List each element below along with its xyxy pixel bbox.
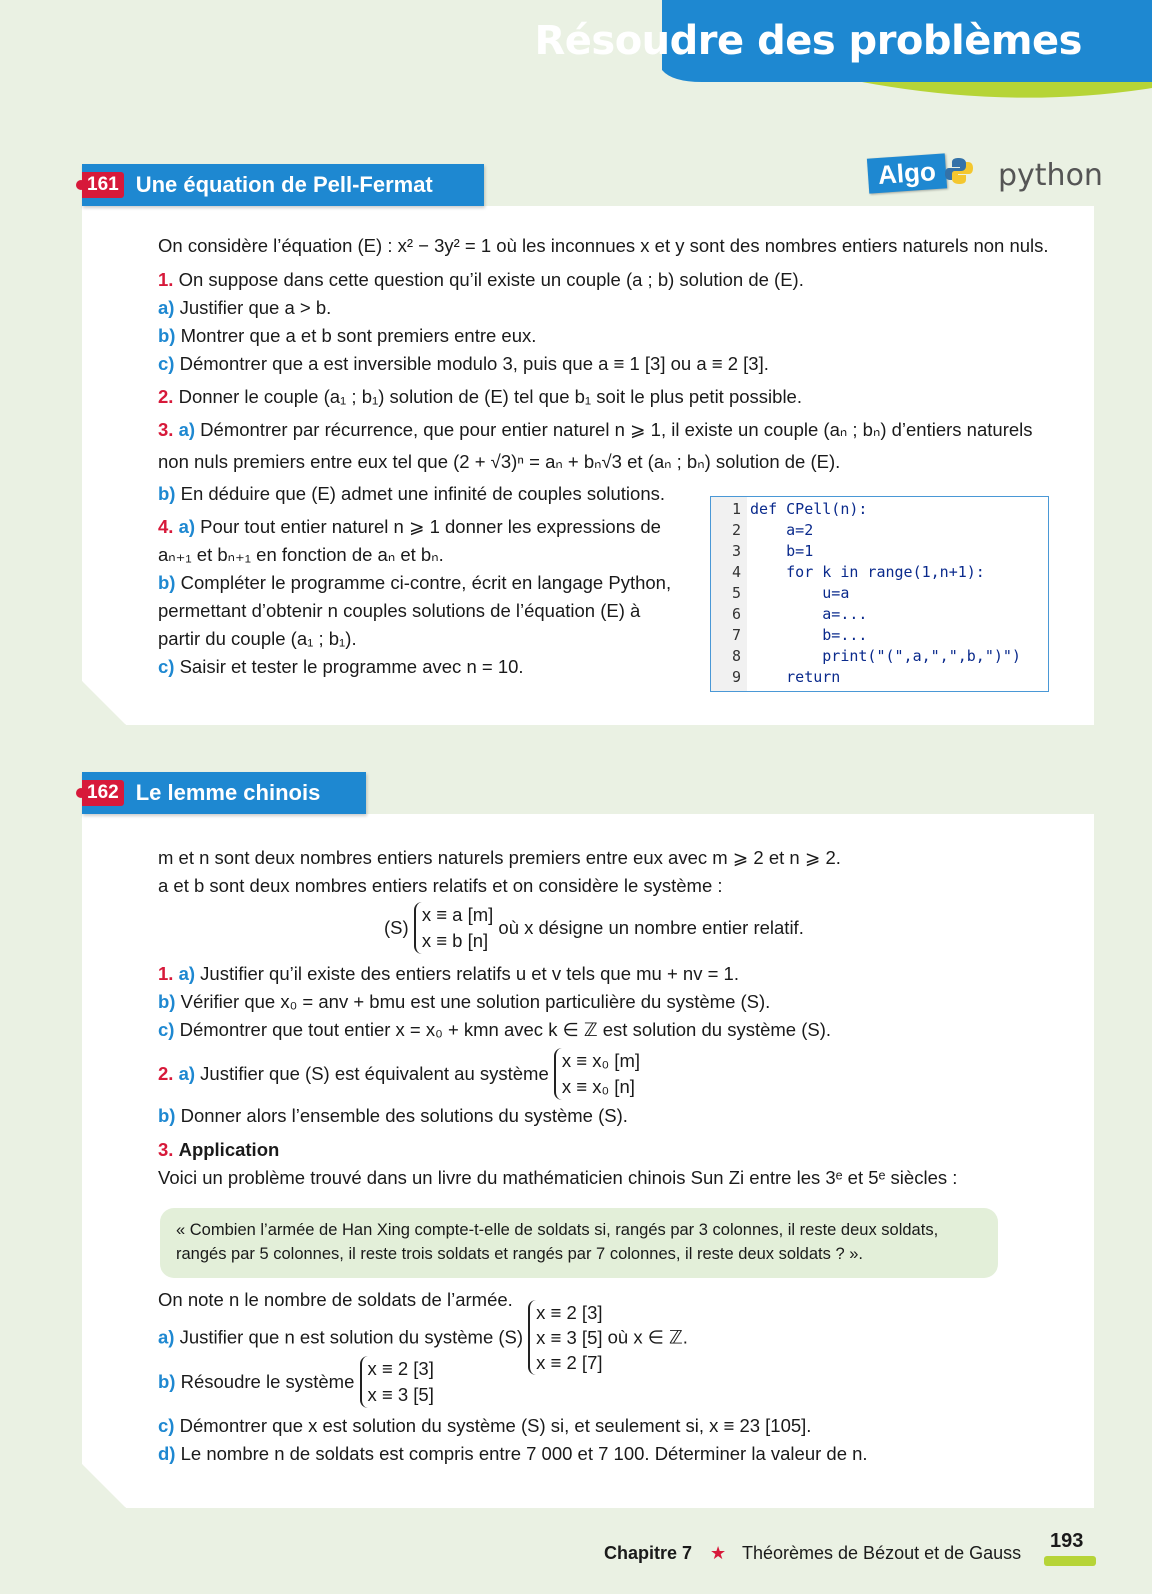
question-number: 4. (158, 516, 174, 537)
question-text: Donner le couple (a₁ ; b₁) solution de (E) tel que b₁ soit le plus petit possible. (178, 386, 802, 407)
subquestion-label: b) (158, 1371, 176, 1392)
question-text: Justifier que (S) est équivalent au système (200, 1063, 549, 1084)
question-1c (158, 1018, 831, 1042)
bullet-dot (76, 788, 86, 798)
question-4b-cont: permettant d’obtenir n couples solutions de l’équation (E) à (158, 600, 641, 621)
code-line: 4 for k in range(1,n+1): (731, 563, 985, 581)
code-line: 1 def CPell(n): (731, 500, 868, 518)
quote-line: « Combien l’armée de Han Xing compte-t-elle de soldats si, rangés par 3 colonnes, il reste deux soldats, (176, 1221, 939, 1239)
subquestion-label: a) (158, 1326, 175, 1348)
intro-text: On considère l’équation (E) : x² − 3y² = 1 où les inconnues x et y sont des nombres entiers naturels non nuls. (158, 235, 1049, 256)
question-text: Pour tout entier naturel n ⩾ 1 donner les expressions de (200, 516, 661, 537)
subquestion-label: d) (158, 1443, 176, 1464)
footer-theme: Théorèmes de Bézout et de Gauss (742, 1543, 1022, 1563)
question-text: Justifier qu’il existe des entiers relatifs u et v tels que mu + nv = 1. (200, 963, 739, 984)
question-3d (158, 1442, 868, 1466)
system-brace: x ≡ a [m] x ≡ b [n] (414, 902, 493, 954)
system-brace: x ≡ 2 [3] x ≡ 3 [5] x ≡ 2 [7] (528, 1300, 602, 1375)
question-number: 3. (158, 419, 174, 440)
footer-chapter: Chapitre 7 (604, 1543, 693, 1563)
question-3b (158, 1356, 434, 1408)
statement-line-1: m et n sont deux nombres entiers naturels premiers entre eux avec m ⩾ 2 et n ⩾ 2. (158, 847, 841, 868)
bullet-dot (76, 180, 86, 190)
page-section-title: Résoudre des problèmes (534, 18, 1082, 64)
subquestion-label: c) (158, 353, 175, 374)
star-icon: ★ (710, 1543, 727, 1563)
subquestion-label: a) (178, 419, 196, 440)
subquestion-label: a) (158, 297, 175, 318)
system-note: où x ∈ ℤ. (607, 1326, 688, 1348)
subquestion-label: b) (158, 991, 176, 1012)
system-label: (S) (384, 917, 409, 938)
question-heading: Application (178, 1139, 280, 1160)
exercise-title: Le lemme chinois (135, 780, 321, 805)
question-2a (158, 1048, 640, 1100)
exercise-161-header (82, 164, 484, 206)
subquestion-label: a) (178, 1063, 196, 1084)
question-4a (158, 515, 661, 539)
question-number: 1. (158, 269, 174, 290)
question-2 (158, 385, 802, 409)
question-number: 1. (158, 963, 174, 984)
question-3b (158, 482, 665, 506)
code-line: 8 print("(",a,",",b,")") (731, 647, 1021, 665)
page-number: 193 (1050, 1530, 1084, 1552)
code-line: 9 return (731, 668, 841, 686)
quote-line: rangés par 5 colonnes, il reste trois soldats et rangés par 7 colonnes, il reste deux soldats ? ». (176, 1245, 863, 1263)
subquestion-label: c) (158, 1019, 175, 1040)
question-text: Montrer que a et b sont premiers entre eux. (180, 325, 537, 346)
question-text: Démontrer que a est inversible modulo 3, puis que a ≡ 1 [3] ou a ≡ 2 [3]. (179, 353, 769, 374)
question-4b (158, 571, 671, 595)
question-1 (158, 268, 804, 292)
question-text: Compléter le programme ci-contre, écrit en langage Python, (180, 572, 672, 593)
question-3a-cont: non nuls premiers entre eux tel que (2 + √3)ⁿ = aₙ + bₙ√3 et (aₙ ; bₙ) solution de (E). (158, 451, 841, 472)
question-number: 3. (158, 1139, 174, 1160)
question-3-title (158, 1138, 279, 1162)
subquestion-label: b) (158, 325, 176, 346)
question-1c (158, 352, 769, 376)
question-text: Justifier que n est solution du système (S) (179, 1326, 524, 1348)
code-line: 3 b=1 (731, 542, 814, 560)
question-3c (158, 1414, 811, 1438)
question-1a (158, 962, 739, 986)
subquestion-label: c) (158, 656, 175, 677)
python-label: python (998, 158, 1103, 193)
question-3a (158, 418, 1033, 442)
question-text: Résoudre le système (180, 1371, 355, 1392)
question-text: Démontrer que x est solution du système (S) si, et seulement si, x ≡ 23 [105]. (179, 1415, 812, 1436)
subquestion-label: a) (178, 963, 196, 984)
question-text: Démontrer que tout entier x = x₀ + kmn avec k ∈ ℤ est solution du système (S). (179, 1019, 832, 1040)
subquestion-label: b) (158, 572, 176, 593)
code-line: 5 u=a (731, 584, 850, 602)
question-number: 2. (158, 1063, 174, 1084)
subquestion-label: a) (178, 516, 196, 537)
quote-box (160, 1208, 998, 1278)
question-text: En déduire que (E) admet une infinité de couples solutions. (180, 483, 665, 504)
system-note: où x désigne un nombre entier relatif. (498, 917, 804, 938)
question-4a-cont: aₙ₊₁ et bₙ₊₁ en fonction de aₙ et bₙ. (158, 544, 444, 565)
question-2b (158, 1104, 628, 1128)
question-3-text: Voici un problème trouvé dans un livre du mathématicien chinois Sun Zi entre les 3ᵉ et 5ᵉ siècles : (158, 1167, 958, 1188)
code-line: 6 a=... (731, 605, 868, 623)
python-logo-icon (944, 156, 974, 186)
code-line: 2 a=2 (731, 521, 814, 539)
subquestion-label: c) (158, 1415, 175, 1436)
question-text: Saisir et tester le programme avec n = 10. (179, 656, 524, 677)
question-text: On suppose dans cette question qu’il existe un couple (a ; b) solution de (E). (178, 269, 804, 290)
exercise-162-header (82, 772, 366, 814)
question-4c (158, 655, 524, 679)
question-text: Justifier que a > b. (179, 297, 332, 318)
note-line: On note n le nombre de soldats de l’armée. (158, 1289, 513, 1310)
python-code-block (710, 496, 1049, 692)
question-1b (158, 990, 770, 1014)
question-1a (158, 296, 331, 320)
question-text: Donner alors l’ensemble des solutions du système (S). (180, 1105, 628, 1126)
exercise-number: 161 (82, 172, 124, 198)
question-1b (158, 324, 536, 348)
subquestion-label: b) (158, 1105, 176, 1126)
page-number-underline (1044, 1556, 1096, 1566)
exercise-number: 162 (82, 780, 124, 806)
question-text: Le nombre n de soldats est compris entre 7 000 et 7 100. Déterminer la valeur de n. (180, 1443, 868, 1464)
question-4b-cont2: partir du couple (a₁ ; b₁). (158, 628, 357, 649)
system-s (384, 902, 804, 954)
question-text: Démontrer par récurrence, que pour entier naturel n ⩾ 1, il existe un couple (aₙ ; bₙ) d’entiers naturels (200, 419, 1033, 440)
statement-line-2: a et b sont deux nombres entiers relatifs et on considère le système : (158, 875, 723, 896)
exercise-title: Une équation de Pell-Fermat (135, 172, 433, 197)
question-number: 2. (158, 386, 174, 407)
code-line: 7 b=... (731, 626, 868, 644)
question-text: Vérifier que x₀ = anv + bmu est une solution particulière du système (S). (180, 991, 771, 1012)
subquestion-label: b) (158, 483, 176, 504)
system-brace: x ≡ x₀ [m] x ≡ x₀ [n] (554, 1048, 640, 1100)
system-brace: x ≡ 2 [3] x ≡ 3 [5] (360, 1356, 434, 1408)
algo-badge: Algo (867, 153, 947, 193)
